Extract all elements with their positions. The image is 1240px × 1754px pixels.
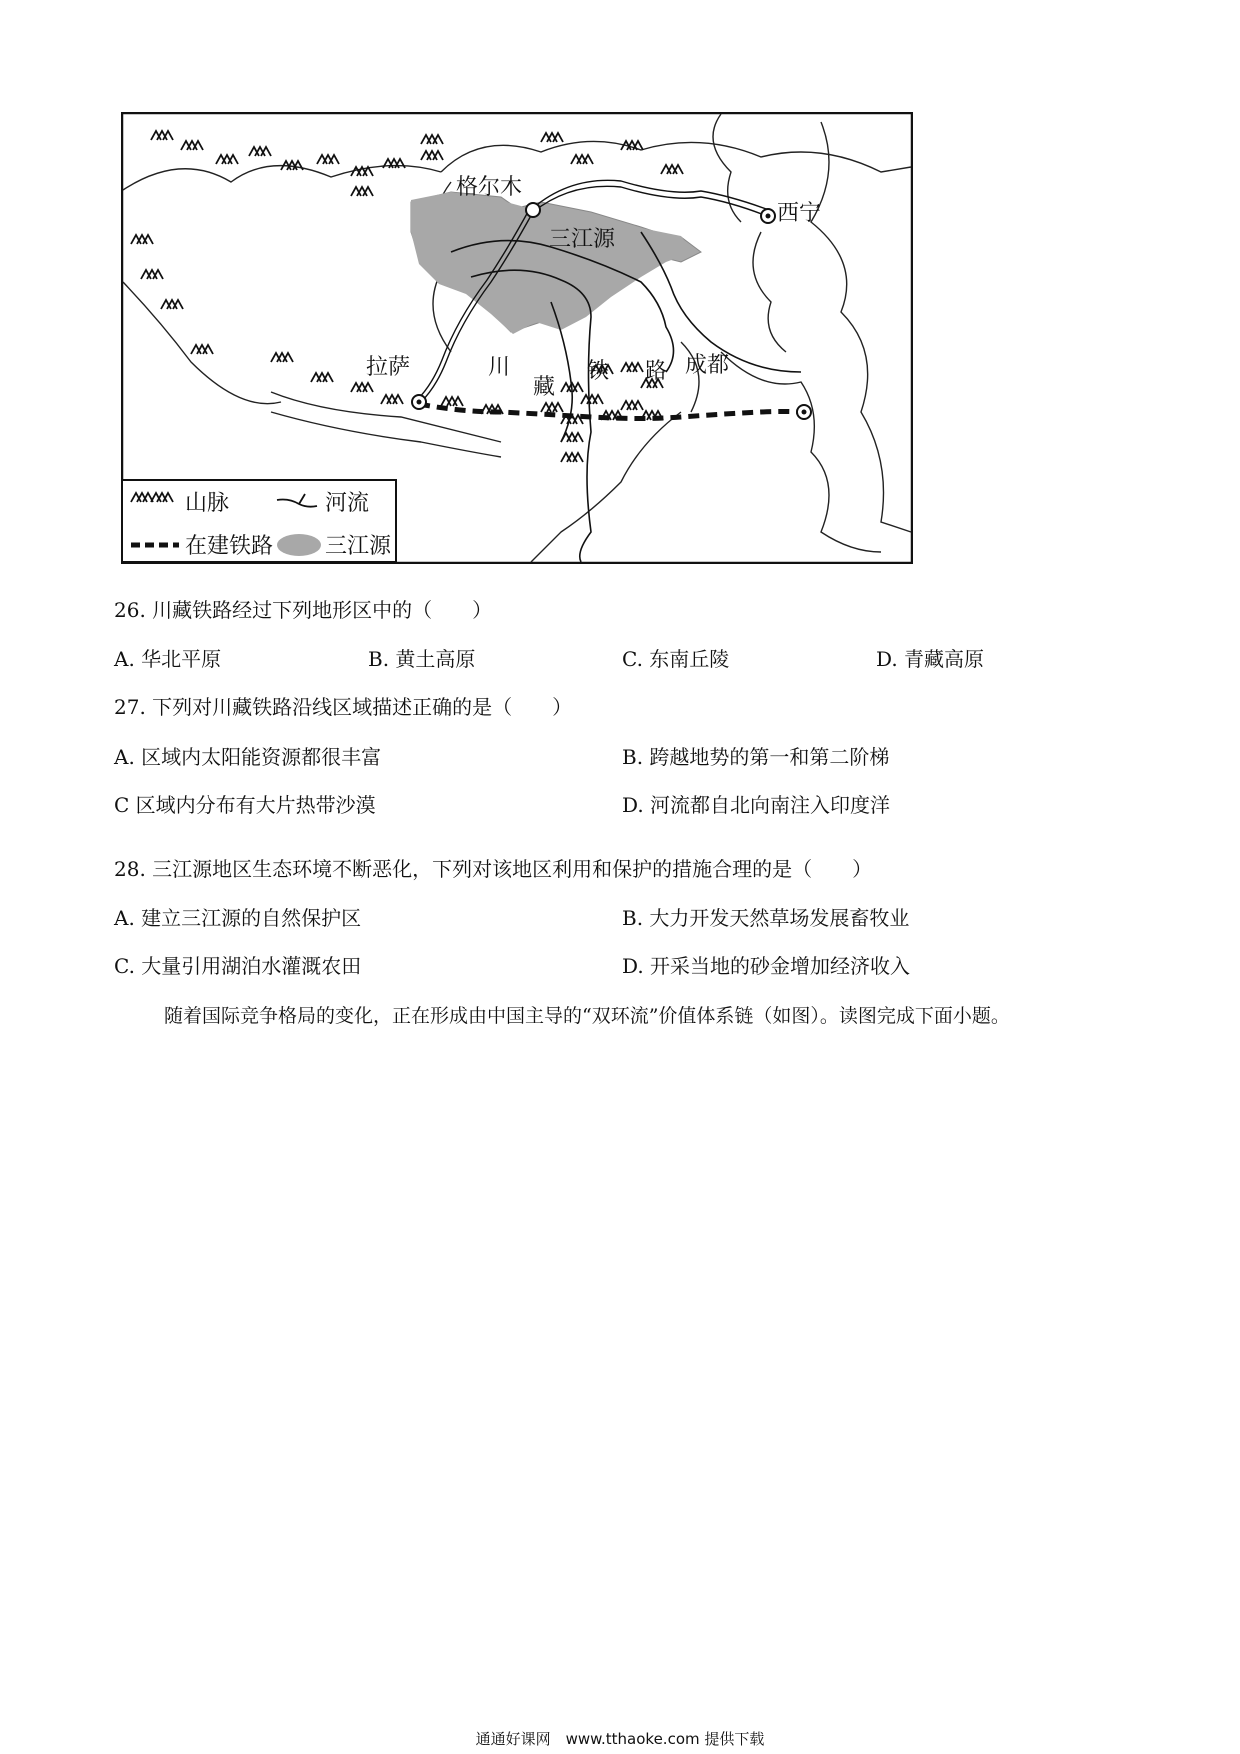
label-golmud: 格尔木 <box>456 175 523 200</box>
question-26-stem: 26. 川藏铁路经过下列地形区中的（ ） <box>114 598 493 622</box>
question-27-option-d[interactable]: D. 河流都自北向南注入印度洋 <box>622 793 891 817</box>
legend-railway-label: 在建铁路 <box>185 534 274 559</box>
page-footer: 通通好课网 www.tthaoke.com 提供下载 <box>475 1730 765 1748</box>
label-railway-char-4: 路 <box>645 359 668 384</box>
question-28-option-a[interactable]: A. 建立三江源的自然保护区 <box>114 906 362 930</box>
question-28-option-d[interactable]: D. 开采当地的砂金增加经济收入 <box>622 954 911 978</box>
legend-mountain-label: 山脉 <box>185 491 230 516</box>
intro-paragraph: 随着国际竞争格局的变化，正在形成由中国主导的“双环流”价值体系链（如图）。读图完成下面小题。 <box>164 1005 1010 1027</box>
region-legend-icon <box>277 534 321 556</box>
question-27-option-a[interactable]: A. 区域内太阳能资源都很丰富 <box>114 745 382 769</box>
question-28-stem: 28. 三江源地区生态环境不断恶化，下列对该地区利用和保护的措施合理的是（ ） <box>114 857 873 881</box>
label-railway-char-1: 川 <box>488 355 511 380</box>
legend-river-label: 河流 <box>325 491 370 516</box>
question-27-stem: 27. 下列对川藏铁路沿线区域描述正确的是（ ） <box>114 695 573 719</box>
label-railway-char-3: 铁 <box>587 359 610 384</box>
label-railway-char-2: 藏 <box>533 375 556 400</box>
question-28-option-c[interactable]: C. 大量引用湖泊水灌溉农田 <box>114 954 362 978</box>
map-legend <box>122 480 396 562</box>
label-chengdu: 成都 <box>685 353 730 378</box>
question-26-option-c[interactable]: C. 东南丘陵 <box>622 647 730 671</box>
label-xining: 西宁 <box>777 201 822 226</box>
question-27-option-c[interactable]: C 区域内分布有大片热带沙漠 <box>114 793 376 817</box>
question-27-option-b[interactable]: B. 跨越地势的第一和第二阶梯 <box>622 745 890 769</box>
label-sanjiangyuan: 三江源 <box>549 227 616 252</box>
sichuan-tibet-railway-map <box>121 112 913 564</box>
legend-sanjiangyuan-label: 三江源 <box>325 534 392 559</box>
question-26-option-d[interactable]: D. 青藏高原 <box>876 647 985 671</box>
question-28-option-b[interactable]: B. 大力开发天然草场发展畜牧业 <box>622 906 910 930</box>
question-26-option-a[interactable]: A. 华北平原 <box>114 647 222 671</box>
label-lhasa: 拉萨 <box>366 355 411 380</box>
question-26-option-b[interactable]: B. 黄土高原 <box>368 647 476 671</box>
